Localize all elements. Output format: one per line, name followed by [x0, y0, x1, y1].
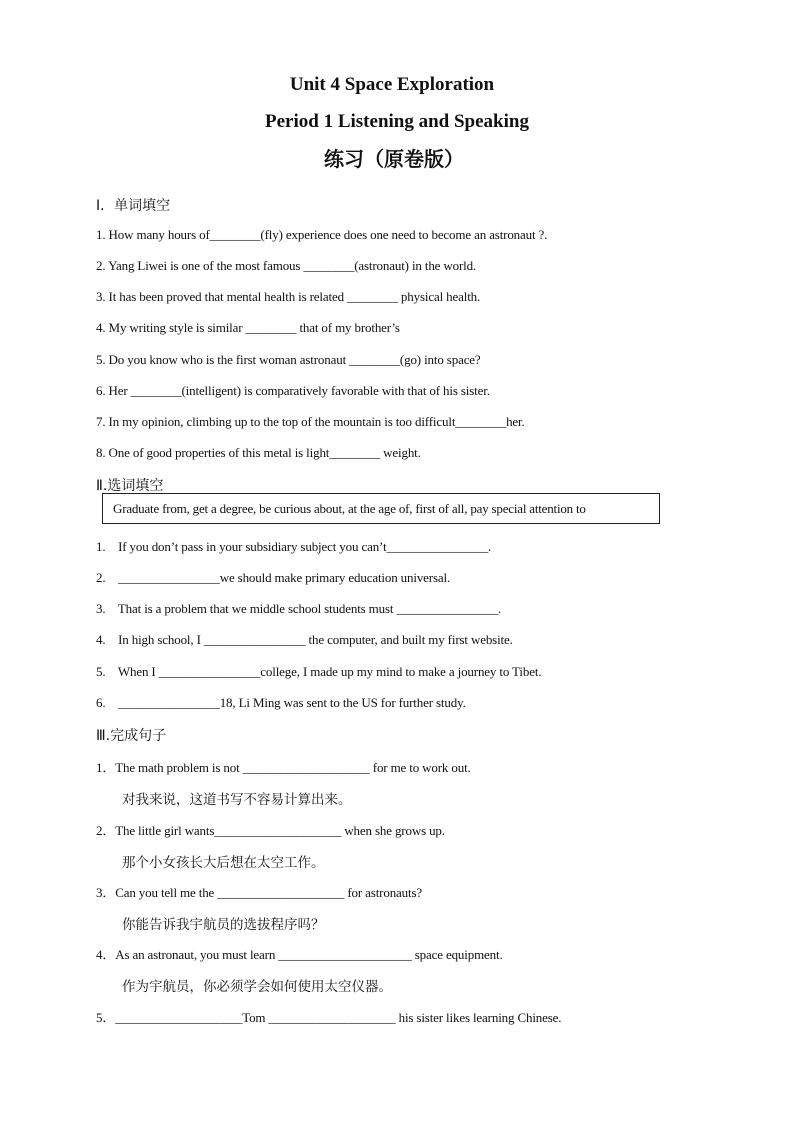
- item-text: If you don’t pass in your subsidiary subject you can’t________________.: [115, 539, 492, 554]
- item-text: That is a problem that we middle school students must ________________.: [115, 601, 502, 616]
- unit-title: Unit 4 Space Exploration: [289, 74, 495, 95]
- section-1-item-6: 6. Her ________(intelligent) is comparatively favorable with that of his sister.: [96, 383, 490, 398]
- section-1-heading: Ⅰ．单词填空: [96, 198, 171, 214]
- item-number: 5.: [96, 664, 106, 679]
- version-title: 练习（原卷版）: [324, 147, 464, 171]
- item-number: 2.: [96, 570, 106, 585]
- section-2-item-5: [96, 664, 541, 680]
- section-3-item-4-english: 4．As an astronaut, you must learn _____________________ space equipment.: [96, 947, 503, 962]
- item-text: ________________18, Li Ming was sent to the US for further study.: [115, 695, 466, 710]
- section-3-item-1-english: 1．The math problem is not ____________________ for me to work out.: [96, 760, 471, 775]
- section-3-item-5-english: 5．____________________Tom ____________________ his sister likes learning Chinese.: [96, 1010, 562, 1025]
- section-3-item-2-chinese: 那个小女孩长大后想在太空工作。: [122, 855, 325, 871]
- item-text: In high school, I ________________ the computer, and built my first website.: [115, 632, 513, 647]
- section-3-item-2-english: 2．The little girl wants____________________ when she grows up.: [96, 823, 445, 838]
- word-bank-box: Graduate from, get a degree, be curious about, at the age of, first of all, pay special attention to: [102, 493, 660, 524]
- section-1-item-4: 4. My writing style is similar ________ that of my brother’s: [96, 320, 400, 335]
- item-number: 6.: [96, 695, 106, 710]
- section-2-item-1: [96, 539, 491, 555]
- section-3-item-4-chinese: 作为宇航员，你必须学会如何使用太空仪器。: [122, 979, 392, 995]
- item-number: 4.: [96, 632, 106, 647]
- section-2-item-2: [96, 570, 450, 586]
- section-1-item-3: 3. It has been proved that mental health is related ________ physical health.: [96, 289, 481, 304]
- section-3-item-3-chinese: 你能告诉我宇航员的选拔程序吗？: [122, 917, 325, 933]
- section-1-item-5: 5. Do you know who is the first woman astronaut ________(go) into space?: [96, 352, 481, 367]
- section-2-heading: Ⅱ.选词填空: [96, 478, 164, 494]
- item-text: When I ________________college, I made up my mind to make a journey to Tibet.: [115, 664, 542, 679]
- item-text: ________________we should make primary education universal.: [115, 570, 451, 585]
- section-3-item-1-chinese: 对我来说，这道书写不容易计算出来。: [122, 792, 352, 808]
- period-title: Period 1 Listening and Speaking: [265, 111, 529, 132]
- section-1-item-7: 7. In my opinion, climbing up to the top of the mountain is too difficult________her.: [96, 414, 525, 429]
- section-1-item-1: 1. How many hours of________(fly) experience does one need to become an astronaut ?.: [96, 227, 548, 242]
- section-2-item-6: [96, 695, 466, 711]
- section-2-item-3: [96, 601, 501, 617]
- section-1-item-2: 2. Yang Liwei is one of the most famous ________(astronaut) in the world.: [96, 258, 477, 273]
- item-number: 3.: [96, 601, 106, 616]
- title-block: [0, 72, 794, 172]
- section-1-item-8: 8. One of good properties of this metal is light________ weight.: [96, 445, 421, 460]
- section-3-heading: Ⅲ.完成句子: [96, 728, 167, 744]
- section-3-item-3-english: 3．Can you tell me the ____________________ for astronauts?: [96, 885, 422, 900]
- section-2-item-4: [96, 632, 513, 648]
- item-number: 1.: [96, 539, 106, 554]
